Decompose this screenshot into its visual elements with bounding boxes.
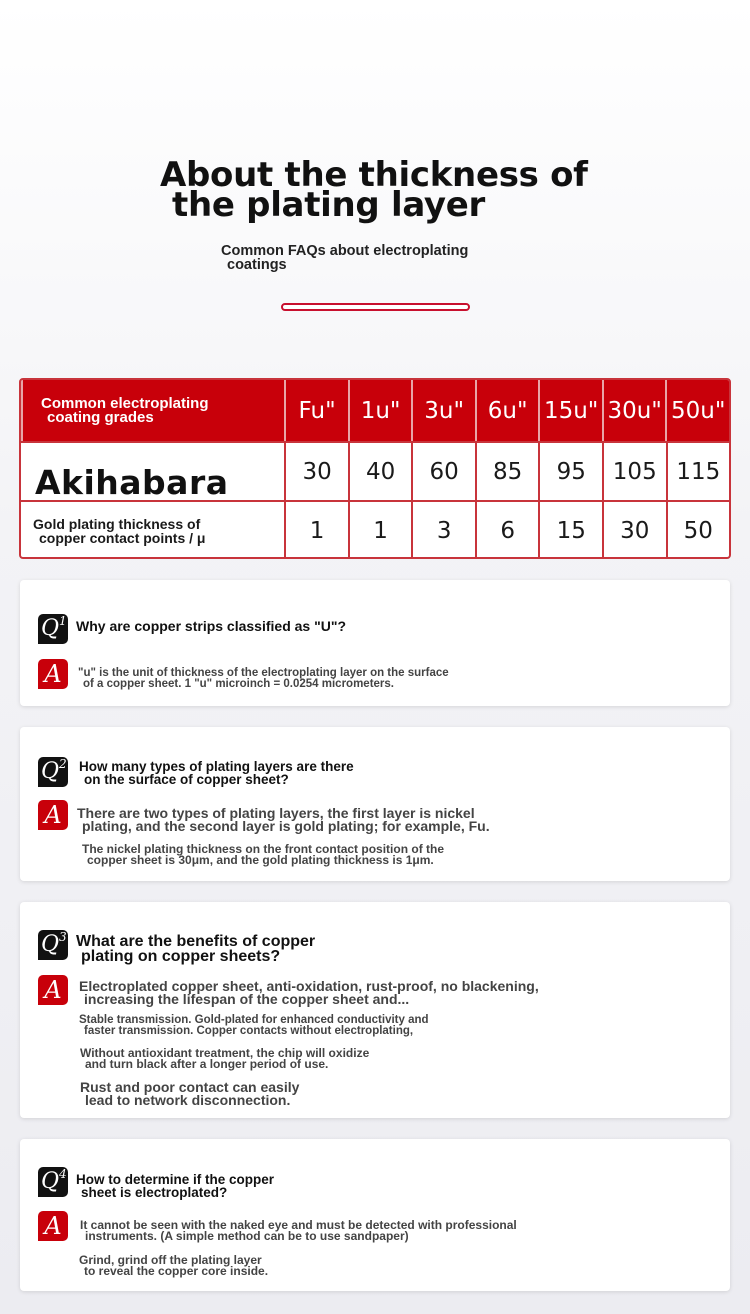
- answer-badge-icon: A: [38, 975, 68, 1005]
- faq-question: What are the benefits of copper plating on copper sheets?: [76, 933, 316, 965]
- title-divider: [281, 303, 470, 311]
- title-line-2: the plating layer: [172, 185, 486, 225]
- subtitle-line-2: coatings: [227, 257, 287, 273]
- brand-value-cell: 60: [411, 443, 475, 500]
- grade-header-cell: 50u": [665, 380, 729, 441]
- faq-answer: Without antioxidant treatment, the chip will oxidize and turn black after a longer period of use.: [80, 1046, 370, 1071]
- gold-value-cell: 50: [666, 502, 730, 559]
- gold-value-cell: 1: [348, 502, 412, 559]
- answer-badge-icon: A: [38, 659, 68, 689]
- brand-label-cell: [21, 443, 284, 500]
- answer-badge-icon: A: [38, 800, 68, 830]
- page-subtitle: [221, 244, 541, 272]
- grade-header-cell: 15u": [538, 380, 602, 441]
- table-header-row: [21, 380, 729, 441]
- table-row-brand: [21, 441, 729, 500]
- brand-label: Akihabara: [35, 462, 229, 502]
- coating-grade-table: [19, 378, 731, 559]
- page-title: [160, 155, 620, 225]
- grade-header-cell: 1u": [348, 380, 412, 441]
- grade-header-cell: 6u": [475, 380, 539, 441]
- faq-answer: It cannot be seen with the naked eye and must be detected with professional instruments. (A simple method can be to use sandpaper): [80, 1218, 517, 1243]
- grade-header-cell: Fu": [284, 380, 348, 441]
- question-badge-icon: $Q^4$: [38, 1167, 68, 1197]
- gold-label-line-2: copper contact points / μ: [39, 529, 206, 546]
- question-badge-icon: $Q^3$: [38, 930, 68, 960]
- gold-label-cell: [21, 502, 284, 559]
- table-row-gold: [21, 500, 729, 559]
- answer-badge-icon: A: [38, 1211, 68, 1241]
- question-badge-icon: $Q^2$: [38, 757, 68, 787]
- faq-card-3: [20, 902, 730, 1118]
- grade-header-cell: 3u": [411, 380, 475, 441]
- faq-answer: "u" is the unit of thickness of the electroplating layer on the surface of a copper sheet. 1 "u" microinch = 0.0254 micrometers.: [78, 667, 449, 690]
- faq-question: How many types of plating layers are there on the surface of copper sheet?: [79, 759, 354, 787]
- page-header: [0, 0, 750, 330]
- faq-card-4: [20, 1139, 730, 1291]
- gold-value-cell: 15: [538, 502, 602, 559]
- brand-value-cell: 105: [602, 443, 666, 500]
- faq-card-1: [20, 580, 730, 706]
- faq-answer: Stable transmission. Gold-plated for enhanced conductivity and faster transmission. Copper contacts without electroplating,: [79, 1014, 429, 1037]
- faq-card-2: [20, 727, 730, 881]
- gold-value-cell: 1: [284, 502, 348, 559]
- gold-value-cell: 30: [602, 502, 666, 559]
- brand-value-cell: 95: [538, 443, 602, 500]
- faq-answer: Electroplated copper sheet, anti-oxidation, rust-proof, no blackening, increasing the lifespan of the copper sheet and...: [79, 978, 539, 1007]
- brand-value-cell: 85: [475, 443, 539, 500]
- gold-value-cell: 6: [475, 502, 539, 559]
- header-label-cell: [21, 380, 284, 441]
- gold-label-line-1: Gold plating thickness of: [33, 515, 201, 532]
- brand-value-cell: 40: [348, 443, 412, 500]
- faq-answer: Rust and poor contact can easily lead to network disconnection.: [80, 1079, 300, 1108]
- question-badge-icon: $Q^1$: [38, 614, 68, 644]
- title-line-1: About the thickness of: [160, 155, 588, 195]
- subtitle-line-1: Common FAQs about electroplating: [221, 243, 469, 259]
- faq-answer: There are two types of plating layers, the first layer is nickel plating, and the second layer is gold plating; for example, Fu.: [77, 805, 490, 834]
- faq-answer: Grind, grind off the plating layer to reveal the copper core inside.: [79, 1253, 269, 1278]
- grade-header-cell: 30u": [602, 380, 666, 441]
- brand-value-cell: 115: [666, 443, 730, 500]
- brand-value-cell: 30: [284, 443, 348, 500]
- header-label-line-2: coating grades: [47, 408, 154, 426]
- faq-answer: The nickel plating thickness on the front contact position of the copper sheet is 30μm, and the gold plating thickness is 1μm.: [82, 842, 445, 867]
- faq-question: Why are copper strips classified as "U"?: [76, 618, 347, 634]
- gold-value-cell: 3: [411, 502, 475, 559]
- header-label-line-1: Common electroplating: [41, 394, 209, 412]
- faq-question: How to determine if the copper sheet is electroplated?: [76, 1172, 275, 1200]
